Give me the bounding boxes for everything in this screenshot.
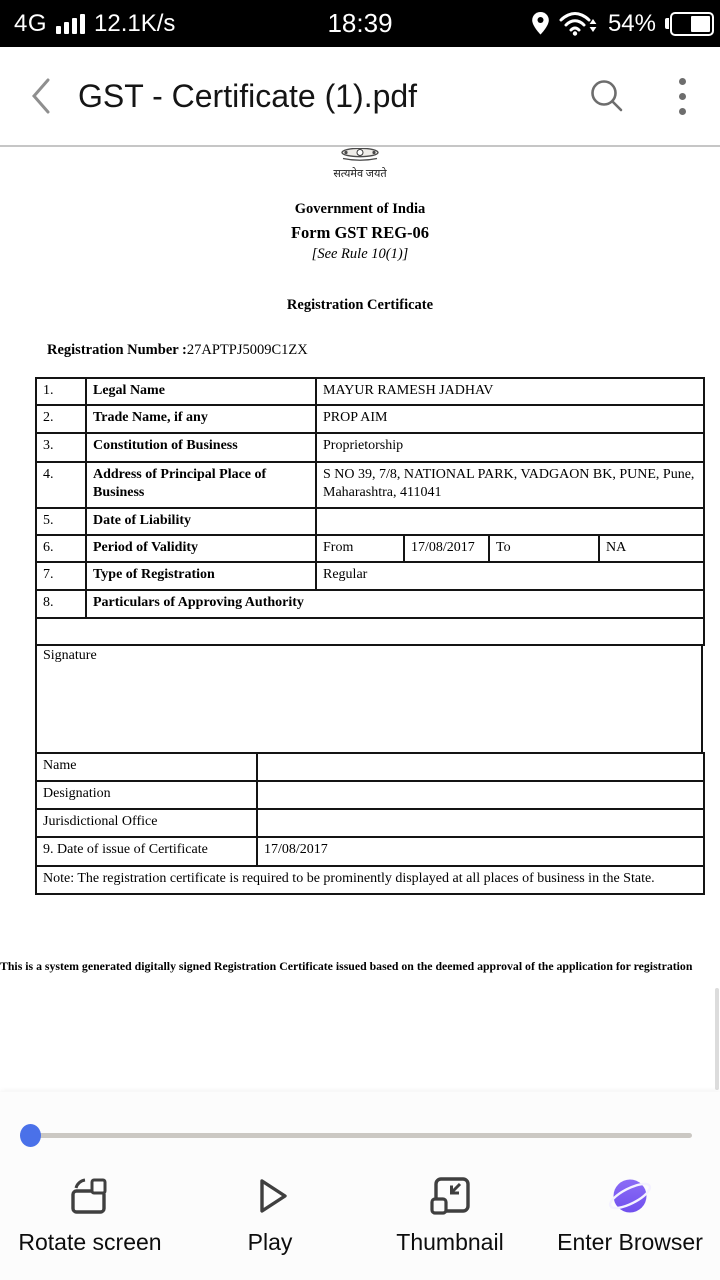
- government-line: Government of India: [294, 201, 426, 217]
- tool-label: Rotate screen: [18, 1229, 162, 1255]
- row-no: 8.: [36, 590, 86, 618]
- row-no: 7.: [36, 562, 86, 590]
- validity-from-value: 17/08/2017: [404, 535, 489, 562]
- certificate-title: Registration Certificate: [286, 297, 434, 313]
- status-right: [531, 10, 714, 38]
- scrollbar[interactable]: [715, 988, 719, 1090]
- row-label: 9. Date of issue of Certificate: [36, 837, 257, 866]
- enter-browser-button[interactable]: [540, 1164, 720, 1256]
- registration-number-value: 27APTPJ5009C1ZX: [186, 342, 308, 358]
- table-row-empty: [36, 618, 704, 645]
- table-row: [36, 809, 704, 837]
- row-value: [257, 809, 704, 837]
- row-no: 4.: [36, 462, 86, 508]
- row-value: Proprietorship: [316, 433, 704, 462]
- rotate-screen-icon: [66, 1172, 114, 1220]
- rule-reference-line: [See Rule 10(1)]: [311, 246, 409, 262]
- clock-label: 18:39: [327, 8, 393, 38]
- row-label: Particulars of Approving Authority: [86, 590, 704, 618]
- battery-percent-label: 54%: [607, 9, 656, 37]
- play-icon: [246, 1172, 294, 1220]
- thumbnail-icon: [426, 1172, 474, 1220]
- search-icon[interactable]: [589, 78, 625, 114]
- table-row: [36, 462, 704, 508]
- row-label: Legal Name: [86, 378, 316, 405]
- slider-thumb[interactable]: [20, 1124, 41, 1147]
- app-header: [0, 47, 720, 145]
- back-chevron-icon[interactable]: [30, 77, 52, 115]
- overflow-menu-icon[interactable]: [675, 74, 690, 119]
- battery-icon: [665, 12, 714, 36]
- row-label: Date of Liability: [86, 508, 316, 535]
- row-label: Address of Principal Place of Business: [86, 462, 316, 508]
- page-slider[interactable]: [0, 1092, 720, 1164]
- table-row: [36, 433, 704, 462]
- registration-number-line: [47, 342, 720, 359]
- browser-planet-icon: [605, 1172, 655, 1220]
- certificate-table: [35, 377, 705, 646]
- document-title: GST - Certificate (1).pdf: [78, 77, 418, 114]
- row-label: Period of Validity: [86, 535, 316, 562]
- table-row: [36, 837, 704, 866]
- validity-from-label: From: [316, 535, 404, 562]
- row-label: Name: [36, 753, 257, 781]
- table-row: [36, 508, 704, 535]
- row-label: Trade Name, if any: [86, 405, 316, 433]
- row-value: S NO 39, 7/8, NATIONAL PARK, VADGAON BK, PUNE, Pune, Maharashtra, 411041: [316, 462, 704, 508]
- slider-track[interactable]: [31, 1133, 692, 1138]
- bottom-bar: [0, 1092, 720, 1280]
- row-value: [316, 508, 704, 535]
- table-row: [36, 405, 704, 433]
- row-value: Regular: [316, 562, 704, 590]
- rotate-screen-button[interactable]: [0, 1164, 180, 1256]
- tool-label: Thumbnail: [396, 1229, 504, 1255]
- location-icon: [531, 11, 550, 36]
- wifi-icon: [559, 11, 599, 37]
- form-number-line: Form GST REG-06: [290, 223, 430, 242]
- row-value: 17/08/2017: [257, 837, 704, 866]
- status-bar: [0, 0, 720, 47]
- note-text: Note: The registration certificate is required to be prominently displayed at all places of business in the State.: [36, 866, 704, 894]
- pdf-page: [0, 145, 720, 1092]
- row-label: Constitution of Business: [86, 433, 316, 462]
- tool-label: Play: [247, 1229, 293, 1255]
- signature-box: [35, 644, 703, 754]
- network-speed-label: 12.1K/s: [94, 9, 176, 37]
- row-value: [257, 753, 704, 781]
- empty-cell: [36, 618, 704, 645]
- table-row: [36, 378, 704, 405]
- table-row-note: [36, 866, 704, 894]
- row-no: 2.: [36, 405, 86, 433]
- emblem-motto: सत्यमेव जयते: [333, 168, 387, 180]
- signal-bars-icon: [56, 14, 85, 34]
- row-no: 1.: [36, 378, 86, 405]
- tool-label: Enter Browser: [557, 1229, 703, 1255]
- row-value: MAYUR RAMESH JADHAV: [316, 378, 704, 405]
- play-button[interactable]: [180, 1164, 360, 1256]
- row-no: 5.: [36, 508, 86, 535]
- row-value: PROP AIM: [316, 405, 704, 433]
- system-generated-note: This is a system generated digitally signed Registration Certificate issued based on the deemed approval of the application for registration: [0, 959, 693, 973]
- row-no: 6.: [36, 535, 86, 562]
- row-no: 3.: [36, 433, 86, 462]
- network-type-label: 4G: [14, 9, 48, 37]
- validity-to-value: NA: [599, 535, 704, 562]
- row-value: [257, 781, 704, 809]
- table-row: [36, 590, 704, 618]
- status-left: [14, 10, 175, 38]
- table-row: [36, 535, 704, 562]
- row-label: Jurisdictional Office: [36, 809, 257, 837]
- approver-table: [35, 752, 705, 895]
- registration-number-label: Registration Number :: [47, 342, 187, 358]
- row-label: Type of Registration: [86, 562, 316, 590]
- table-row: [36, 562, 704, 590]
- signature-label: Signature: [43, 648, 97, 663]
- table-row: [36, 781, 704, 809]
- india-emblem-icon: [0, 148, 720, 163]
- thumbnail-button[interactable]: [360, 1164, 540, 1256]
- row-label: Designation: [36, 781, 257, 809]
- validity-to-label: To: [489, 535, 599, 562]
- table-row: [36, 753, 704, 781]
- toolbar: [0, 1164, 720, 1256]
